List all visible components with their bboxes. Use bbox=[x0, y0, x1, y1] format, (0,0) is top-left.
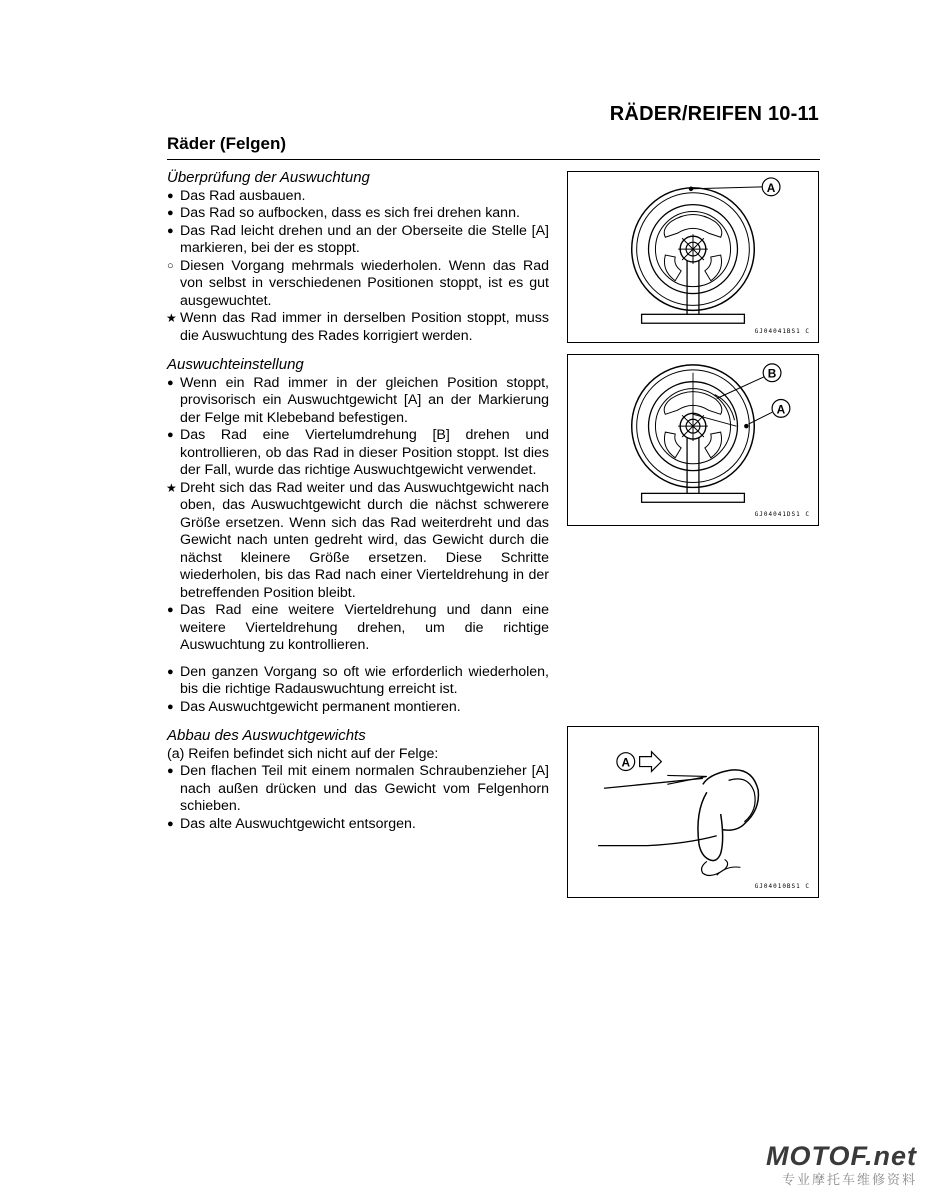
list-item: ○ Diesen Vorgang mehrmals wiederholen. Wenn das Rad von selbst in verschiedenen Positionen stoppt, ist es gut ausgewuchtet. bbox=[167, 257, 549, 309]
block-balance-inspection bbox=[167, 169, 549, 345]
callout-a: A bbox=[776, 402, 786, 417]
wheel-on-stand-diagram-icon bbox=[568, 172, 818, 342]
list-item: ● Das alte Auswuchtgewicht entsorgen. bbox=[167, 815, 416, 832]
bullet-icon: ● bbox=[167, 224, 174, 237]
watermark bbox=[766, 1141, 917, 1188]
list-item: ● Den flachen Teil mit einem normalen Schraubenzieher [A] nach außen drücken und das Gewicht vom Felgenhorn schieben. bbox=[167, 763, 549, 814]
screwdriver-rim-diagram-icon bbox=[568, 727, 818, 897]
list-item: ★ Dreht sich das Rad weiter und das Auswuchtgewicht nach oben, das Auswuchtgewicht durch die nächst schwerere Größe ersetzen. Wenn sich das Rad weiterdreht und das Gewicht nach unten gedreht wird, das Gewicht durch die nächst kleinere Größe ersetzen. Diese Schritte wiederholen, bis das Rad nach einer Vierteldrehung in der betreffenden Position bleibt. bbox=[166, 479, 549, 601]
figure-wheel-balance-check bbox=[567, 171, 819, 343]
bullet-icon: ● bbox=[167, 429, 174, 441]
list-item: ★ Wenn das Rad immer in derselben Position stoppt, muss die Auswuchtung des Rades korrigiert werden. bbox=[166, 310, 549, 344]
callout-a: A bbox=[766, 180, 776, 195]
block-weight-removal bbox=[167, 727, 549, 833]
figure-code: GJ04041DS1 C bbox=[754, 511, 810, 518]
list-item: ● Das Rad eine weitere Vierteldrehung und dann eine weitere Vierteldrehung drehen, um die richtige Auswuchtung zu kontrollieren. bbox=[167, 602, 549, 653]
wheel-quarter-turn-diagram-icon bbox=[568, 355, 818, 525]
list-item: ● Den ganzen Vorgang so oft wie erforderlich wiederholen, bis die richtige Radauswuchtung erreicht ist. bbox=[167, 663, 549, 697]
page-header: RÄDER/REIFEN 10-11 bbox=[609, 103, 819, 125]
callout-a: A bbox=[621, 755, 631, 770]
bullet-icon: ● bbox=[167, 817, 174, 830]
section-divider bbox=[167, 159, 820, 160]
star-icon: ★ bbox=[166, 480, 177, 495]
bullet-icon: ● bbox=[167, 189, 174, 202]
figure-code: GJ04041BS1 C bbox=[754, 328, 810, 335]
watermark-brand: MOTOF.net bbox=[765, 1141, 917, 1171]
list-item: ● Wenn ein Rad immer in der gleichen Position stoppt, provisorisch ein Auswuchtgewicht [A] an der Markierung der Felge mit Klebeband befestigen. bbox=[167, 374, 549, 426]
bullet-icon: ● bbox=[167, 765, 174, 777]
subheading: Abbau des Auswuchtgewichts bbox=[167, 727, 366, 744]
subheading: Auswuchteinstellung bbox=[167, 356, 304, 373]
callout-b: B bbox=[767, 366, 777, 381]
bullet-icon: ● bbox=[167, 665, 174, 678]
list-item: ● Das Auswuchtgewicht permanent montieren. bbox=[167, 698, 461, 715]
section-title: Räder (Felgen) bbox=[167, 134, 287, 153]
list-item: ● Das Rad so aufbocken, dass es sich frei drehen kann. bbox=[167, 205, 520, 221]
bullet-icon: ● bbox=[167, 376, 174, 389]
figure-weight-removal bbox=[567, 726, 819, 898]
figure-quarter-turn bbox=[567, 354, 819, 526]
figure-code: GJ04010BS1 C bbox=[754, 883, 810, 890]
list-item: ● Das Rad leicht drehen und an der Oberseite die Stelle [A] markieren, bei der es stoppt. bbox=[167, 222, 549, 256]
list-item: ● Das Rad eine Viertelumdrehung [B] drehen und kontrollieren, ob das Rad in dieser Position stoppt. Ist dies der Fall, wurde das richtige Auswuchtgewicht verwendet. bbox=[167, 427, 549, 478]
subheading: Überprüfung der Auswuchtung bbox=[167, 169, 370, 186]
bullet-icon: ● bbox=[167, 207, 174, 219]
bullet-icon: ● bbox=[167, 700, 174, 713]
bullet-icon: ● bbox=[167, 604, 174, 616]
list-item: ● Das Rad ausbauen. bbox=[167, 187, 306, 204]
intro-text: (a) Reifen befindet sich nicht auf der Felge: bbox=[167, 745, 439, 762]
star-icon: ★ bbox=[166, 311, 177, 325]
block-balance-adjustment bbox=[167, 356, 549, 716]
watermark-tagline: 专业摩托车维修资料 bbox=[781, 1172, 917, 1187]
circle-icon: ○ bbox=[167, 259, 174, 272]
